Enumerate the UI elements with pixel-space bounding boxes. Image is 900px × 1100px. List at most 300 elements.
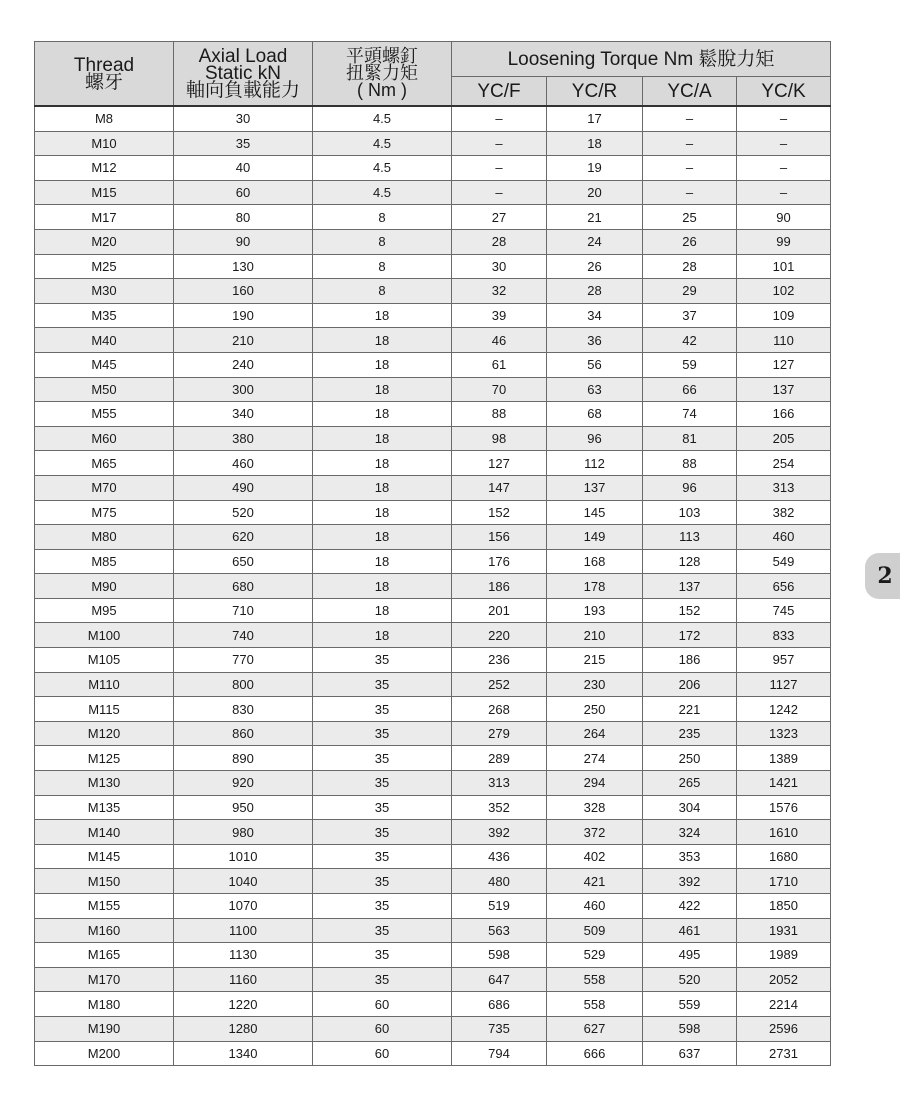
cell-yc-f: 127	[452, 451, 547, 476]
table-row	[35, 279, 831, 304]
cell-axial-load: 460	[174, 451, 313, 476]
cell-axial-load: 650	[174, 549, 313, 574]
cell-yc-a: 137	[643, 574, 737, 599]
cell-yc-r: 215	[547, 648, 643, 673]
cell-yc-f: 735	[452, 1016, 547, 1041]
cell-screw-torque: 35	[313, 697, 452, 722]
cell-screw-torque: 18	[313, 426, 452, 451]
cell-yc-f: 147	[452, 475, 547, 500]
cell-yc-r: 402	[547, 844, 643, 869]
cell-yc-a: 324	[643, 820, 737, 845]
cell-yc-k: 549	[737, 549, 831, 574]
cell-axial-load: 60	[174, 180, 313, 205]
cell-yc-k: 99	[737, 229, 831, 254]
cell-axial-load: 490	[174, 475, 313, 500]
cell-thread: M85	[35, 549, 174, 574]
cell-axial-load: 620	[174, 525, 313, 550]
cell-screw-torque: 35	[313, 918, 452, 943]
table-row	[35, 1041, 831, 1066]
cell-axial-load: 1070	[174, 894, 313, 919]
cell-yc-r: 328	[547, 795, 643, 820]
cell-yc-f: 268	[452, 697, 547, 722]
cell-yc-f: 46	[452, 328, 547, 353]
cell-thread: M25	[35, 254, 174, 279]
table-row	[35, 943, 831, 968]
cell-yc-a: 113	[643, 525, 737, 550]
cell-screw-torque: 18	[313, 574, 452, 599]
table-row	[35, 992, 831, 1017]
cell-screw-torque: 18	[313, 303, 452, 328]
cell-yc-a: –	[643, 131, 737, 156]
cell-yc-a: 637	[643, 1041, 737, 1066]
table-row	[35, 451, 831, 476]
cell-screw-torque: 35	[313, 672, 452, 697]
cell-yc-f: 176	[452, 549, 547, 574]
cell-screw-torque: 35	[313, 648, 452, 673]
cell-yc-k: 90	[737, 205, 831, 230]
cell-thread: M125	[35, 746, 174, 771]
cell-screw-torque: 18	[313, 549, 452, 574]
cell-yc-r: 558	[547, 967, 643, 992]
cell-screw-torque: 8	[313, 254, 452, 279]
cell-thread: M65	[35, 451, 174, 476]
cell-screw-torque: 60	[313, 992, 452, 1017]
table-row	[35, 771, 831, 796]
cell-yc-f: 61	[452, 352, 547, 377]
cell-yc-k: 1389	[737, 746, 831, 771]
cell-axial-load: 1280	[174, 1016, 313, 1041]
cell-thread: M120	[35, 721, 174, 746]
cell-yc-a: 392	[643, 869, 737, 894]
cell-thread: M70	[35, 475, 174, 500]
cell-yc-k: –	[737, 106, 831, 131]
cell-yc-k: 102	[737, 279, 831, 304]
cell-thread: M160	[35, 918, 174, 943]
cell-screw-torque: 18	[313, 475, 452, 500]
header-loosening-torque: Loosening Torque Nm 鬆脫力矩	[452, 42, 831, 77]
cell-yc-a: 265	[643, 771, 737, 796]
table-row	[35, 352, 831, 377]
cell-yc-a: 520	[643, 967, 737, 992]
cell-axial-load: 130	[174, 254, 313, 279]
cell-yc-f: 152	[452, 500, 547, 525]
cell-yc-a: 353	[643, 844, 737, 869]
cell-yc-k: 1323	[737, 721, 831, 746]
cell-thread: M12	[35, 156, 174, 181]
cell-axial-load: 190	[174, 303, 313, 328]
cell-screw-torque: 35	[313, 746, 452, 771]
cell-screw-torque: 4.5	[313, 180, 452, 205]
cell-thread: M95	[35, 598, 174, 623]
cell-thread: M20	[35, 229, 174, 254]
cell-yc-k: 1576	[737, 795, 831, 820]
cell-yc-k: 1710	[737, 869, 831, 894]
cell-axial-load: 770	[174, 648, 313, 673]
cell-thread: M165	[35, 943, 174, 968]
cell-yc-a: 37	[643, 303, 737, 328]
chapter-tab: 2	[865, 553, 900, 599]
cell-axial-load: 380	[174, 426, 313, 451]
cell-yc-k: 313	[737, 475, 831, 500]
cell-axial-load: 160	[174, 279, 313, 304]
cell-yc-r: 18	[547, 131, 643, 156]
cell-yc-k: 137	[737, 377, 831, 402]
cell-yc-r: 372	[547, 820, 643, 845]
table-row	[35, 746, 831, 771]
cell-yc-k: 205	[737, 426, 831, 451]
cell-axial-load: 90	[174, 229, 313, 254]
table-row	[35, 648, 831, 673]
cell-axial-load: 1010	[174, 844, 313, 869]
table-row	[35, 303, 831, 328]
cell-thread: M130	[35, 771, 174, 796]
cell-yc-r: 21	[547, 205, 643, 230]
cell-yc-k: 2596	[737, 1016, 831, 1041]
cell-yc-a: 495	[643, 943, 737, 968]
cell-yc-k: 382	[737, 500, 831, 525]
cell-yc-k: 1610	[737, 820, 831, 845]
cell-axial-load: 740	[174, 623, 313, 648]
cell-screw-torque: 18	[313, 402, 452, 427]
cell-axial-load: 300	[174, 377, 313, 402]
cell-thread: M155	[35, 894, 174, 919]
table-row	[35, 426, 831, 451]
cell-yc-k: 957	[737, 648, 831, 673]
table-row	[35, 894, 831, 919]
cell-yc-a: 59	[643, 352, 737, 377]
cell-yc-f: 70	[452, 377, 547, 402]
table-row	[35, 697, 831, 722]
cell-yc-k: 656	[737, 574, 831, 599]
cell-yc-f: 563	[452, 918, 547, 943]
cell-yc-f: 352	[452, 795, 547, 820]
cell-yc-a: 128	[643, 549, 737, 574]
header-yc-a: YC/A	[643, 77, 737, 107]
cell-yc-a: 461	[643, 918, 737, 943]
cell-screw-torque: 18	[313, 352, 452, 377]
cell-yc-a: 74	[643, 402, 737, 427]
table-row	[35, 180, 831, 205]
cell-axial-load: 340	[174, 402, 313, 427]
cell-screw-torque: 35	[313, 894, 452, 919]
cell-screw-torque: 18	[313, 623, 452, 648]
cell-yc-a: 103	[643, 500, 737, 525]
cell-thread: M10	[35, 131, 174, 156]
cell-yc-a: 422	[643, 894, 737, 919]
cell-yc-r: 230	[547, 672, 643, 697]
cell-axial-load: 830	[174, 697, 313, 722]
cell-yc-r: 68	[547, 402, 643, 427]
table-row	[35, 844, 831, 869]
cell-yc-f: 27	[452, 205, 547, 230]
cell-yc-k: 1850	[737, 894, 831, 919]
cell-thread: M180	[35, 992, 174, 1017]
table-body	[35, 106, 831, 1066]
cell-yc-f: 436	[452, 844, 547, 869]
cell-thread: M200	[35, 1041, 174, 1066]
cell-yc-r: 112	[547, 451, 643, 476]
cell-yc-f: 252	[452, 672, 547, 697]
cell-screw-torque: 4.5	[313, 106, 452, 131]
cell-thread: M35	[35, 303, 174, 328]
cell-yc-a: –	[643, 156, 737, 181]
cell-screw-torque: 35	[313, 943, 452, 968]
cell-axial-load: 860	[174, 721, 313, 746]
cell-axial-load: 520	[174, 500, 313, 525]
cell-yc-r: 34	[547, 303, 643, 328]
cell-axial-load: 980	[174, 820, 313, 845]
cell-screw-torque: 18	[313, 500, 452, 525]
cell-yc-a: 88	[643, 451, 737, 476]
cell-yc-f: 186	[452, 574, 547, 599]
table-row	[35, 229, 831, 254]
table-row	[35, 205, 831, 230]
table-row	[35, 1016, 831, 1041]
cell-axial-load: 35	[174, 131, 313, 156]
cell-screw-torque: 18	[313, 451, 452, 476]
cell-axial-load: 920	[174, 771, 313, 796]
cell-yc-f: 220	[452, 623, 547, 648]
table-row	[35, 795, 831, 820]
cell-thread: M8	[35, 106, 174, 131]
cell-yc-a: 28	[643, 254, 737, 279]
cell-yc-f: 201	[452, 598, 547, 623]
cell-thread: M150	[35, 869, 174, 894]
cell-screw-torque: 8	[313, 229, 452, 254]
table-row	[35, 672, 831, 697]
cell-yc-a: 186	[643, 648, 737, 673]
cell-thread: M50	[35, 377, 174, 402]
cell-yc-k: 1242	[737, 697, 831, 722]
cell-screw-torque: 35	[313, 820, 452, 845]
cell-axial-load: 800	[174, 672, 313, 697]
table-row	[35, 475, 831, 500]
cell-yc-r: 56	[547, 352, 643, 377]
cell-yc-k: 109	[737, 303, 831, 328]
cell-screw-torque: 18	[313, 525, 452, 550]
cell-thread: M75	[35, 500, 174, 525]
cell-yc-f: 686	[452, 992, 547, 1017]
cell-screw-torque: 60	[313, 1041, 452, 1066]
cell-thread: M17	[35, 205, 174, 230]
cell-axial-load: 1040	[174, 869, 313, 894]
table-row	[35, 525, 831, 550]
cell-yc-r: 96	[547, 426, 643, 451]
cell-yc-a: 221	[643, 697, 737, 722]
cell-yc-k: 745	[737, 598, 831, 623]
cell-axial-load: 30	[174, 106, 313, 131]
cell-yc-f: 313	[452, 771, 547, 796]
cell-yc-r: 168	[547, 549, 643, 574]
cell-yc-r: 250	[547, 697, 643, 722]
cell-yc-k: 833	[737, 623, 831, 648]
table-row	[35, 254, 831, 279]
table-row	[35, 623, 831, 648]
cell-yc-a: 559	[643, 992, 737, 1017]
cell-yc-r: 529	[547, 943, 643, 968]
table-row	[35, 377, 831, 402]
cell-yc-r: 137	[547, 475, 643, 500]
cell-yc-k: –	[737, 180, 831, 205]
header-yc-k: YC/K	[737, 77, 831, 107]
cell-yc-k: 1680	[737, 844, 831, 869]
cell-screw-torque: 8	[313, 279, 452, 304]
cell-yc-k: 2731	[737, 1041, 831, 1066]
cell-yc-a: 42	[643, 328, 737, 353]
table-row	[35, 328, 831, 353]
table-row	[35, 574, 831, 599]
specification-table	[34, 41, 831, 1066]
cell-yc-f: 289	[452, 746, 547, 771]
cell-yc-f: –	[452, 106, 547, 131]
cell-yc-f: 28	[452, 229, 547, 254]
cell-yc-r: 210	[547, 623, 643, 648]
cell-yc-k: 1421	[737, 771, 831, 796]
cell-screw-torque: 35	[313, 844, 452, 869]
cell-yc-a: 172	[643, 623, 737, 648]
cell-axial-load: 1160	[174, 967, 313, 992]
cell-yc-r: 24	[547, 229, 643, 254]
cell-yc-f: 279	[452, 721, 547, 746]
cell-yc-r: 26	[547, 254, 643, 279]
cell-yc-k: 101	[737, 254, 831, 279]
header-screw-torque: 平頭螺釘 扭緊力矩 ( Nm )	[313, 42, 452, 107]
cell-axial-load: 240	[174, 352, 313, 377]
cell-thread: M100	[35, 623, 174, 648]
cell-yc-r: 264	[547, 721, 643, 746]
cell-yc-f: 98	[452, 426, 547, 451]
cell-thread: M145	[35, 844, 174, 869]
cell-screw-torque: 35	[313, 795, 452, 820]
cell-axial-load: 40	[174, 156, 313, 181]
cell-yc-a: –	[643, 180, 737, 205]
table-row	[35, 106, 831, 131]
cell-thread: M55	[35, 402, 174, 427]
cell-thread: M190	[35, 1016, 174, 1041]
cell-yc-r: 63	[547, 377, 643, 402]
cell-yc-f: 519	[452, 894, 547, 919]
cell-axial-load: 890	[174, 746, 313, 771]
cell-yc-r: 178	[547, 574, 643, 599]
table-row	[35, 598, 831, 623]
cell-thread: M45	[35, 352, 174, 377]
cell-screw-torque: 35	[313, 721, 452, 746]
table-row	[35, 721, 831, 746]
cell-yc-f: 236	[452, 648, 547, 673]
cell-yc-a: –	[643, 106, 737, 131]
header-axial-load: Axial Load Static kN 軸向負載能力	[174, 42, 313, 107]
cell-yc-f: –	[452, 156, 547, 181]
cell-yc-a: 25	[643, 205, 737, 230]
cell-yc-f: 39	[452, 303, 547, 328]
cell-yc-f: –	[452, 180, 547, 205]
cell-screw-torque: 18	[313, 377, 452, 402]
cell-axial-load: 1220	[174, 992, 313, 1017]
cell-axial-load: 680	[174, 574, 313, 599]
cell-thread: M115	[35, 697, 174, 722]
cell-yc-f: 88	[452, 402, 547, 427]
cell-thread: M140	[35, 820, 174, 845]
cell-yc-k: 2214	[737, 992, 831, 1017]
cell-thread: M90	[35, 574, 174, 599]
table-row	[35, 967, 831, 992]
table-row	[35, 869, 831, 894]
cell-yc-r: 460	[547, 894, 643, 919]
cell-thread: M105	[35, 648, 174, 673]
cell-screw-torque: 35	[313, 967, 452, 992]
cell-yc-r: 509	[547, 918, 643, 943]
cell-yc-f: 647	[452, 967, 547, 992]
cell-yc-a: 250	[643, 746, 737, 771]
cell-yc-k: 1931	[737, 918, 831, 943]
table-row	[35, 500, 831, 525]
cell-yc-r: 145	[547, 500, 643, 525]
cell-yc-r: 20	[547, 180, 643, 205]
cell-yc-r: 193	[547, 598, 643, 623]
header-yc-f: YC/F	[452, 77, 547, 107]
cell-yc-a: 235	[643, 721, 737, 746]
cell-yc-r: 294	[547, 771, 643, 796]
cell-yc-k: 166	[737, 402, 831, 427]
cell-screw-torque: 4.5	[313, 131, 452, 156]
cell-yc-a: 66	[643, 377, 737, 402]
header-yc-r: YC/R	[547, 77, 643, 107]
cell-yc-a: 304	[643, 795, 737, 820]
cell-screw-torque: 35	[313, 771, 452, 796]
cell-yc-a: 29	[643, 279, 737, 304]
cell-thread: M80	[35, 525, 174, 550]
cell-axial-load: 210	[174, 328, 313, 353]
cell-yc-k: –	[737, 131, 831, 156]
cell-yc-r: 558	[547, 992, 643, 1017]
cell-yc-k: 127	[737, 352, 831, 377]
table-row	[35, 549, 831, 574]
cell-yc-f: 480	[452, 869, 547, 894]
cell-screw-torque: 18	[313, 598, 452, 623]
cell-yc-a: 152	[643, 598, 737, 623]
table-row	[35, 156, 831, 181]
cell-yc-a: 96	[643, 475, 737, 500]
cell-yc-r: 36	[547, 328, 643, 353]
cell-screw-torque: 4.5	[313, 156, 452, 181]
table-row	[35, 402, 831, 427]
cell-yc-k: 2052	[737, 967, 831, 992]
cell-axial-load: 80	[174, 205, 313, 230]
cell-axial-load: 1340	[174, 1041, 313, 1066]
cell-axial-load: 1130	[174, 943, 313, 968]
cell-yc-r: 666	[547, 1041, 643, 1066]
cell-yc-k: 110	[737, 328, 831, 353]
cell-thread: M135	[35, 795, 174, 820]
cell-yc-a: 598	[643, 1016, 737, 1041]
cell-yc-f: 30	[452, 254, 547, 279]
cell-thread: M30	[35, 279, 174, 304]
table-row	[35, 131, 831, 156]
table-row	[35, 918, 831, 943]
header-thread: Thread 螺牙	[35, 42, 174, 107]
cell-screw-torque: 8	[313, 205, 452, 230]
cell-yc-a: 81	[643, 426, 737, 451]
cell-yc-r: 149	[547, 525, 643, 550]
cell-yc-r: 19	[547, 156, 643, 181]
cell-yc-r: 17	[547, 106, 643, 131]
cell-yc-a: 206	[643, 672, 737, 697]
cell-yc-r: 274	[547, 746, 643, 771]
cell-yc-k: 1127	[737, 672, 831, 697]
cell-thread: M40	[35, 328, 174, 353]
table-row	[35, 820, 831, 845]
cell-yc-a: 26	[643, 229, 737, 254]
